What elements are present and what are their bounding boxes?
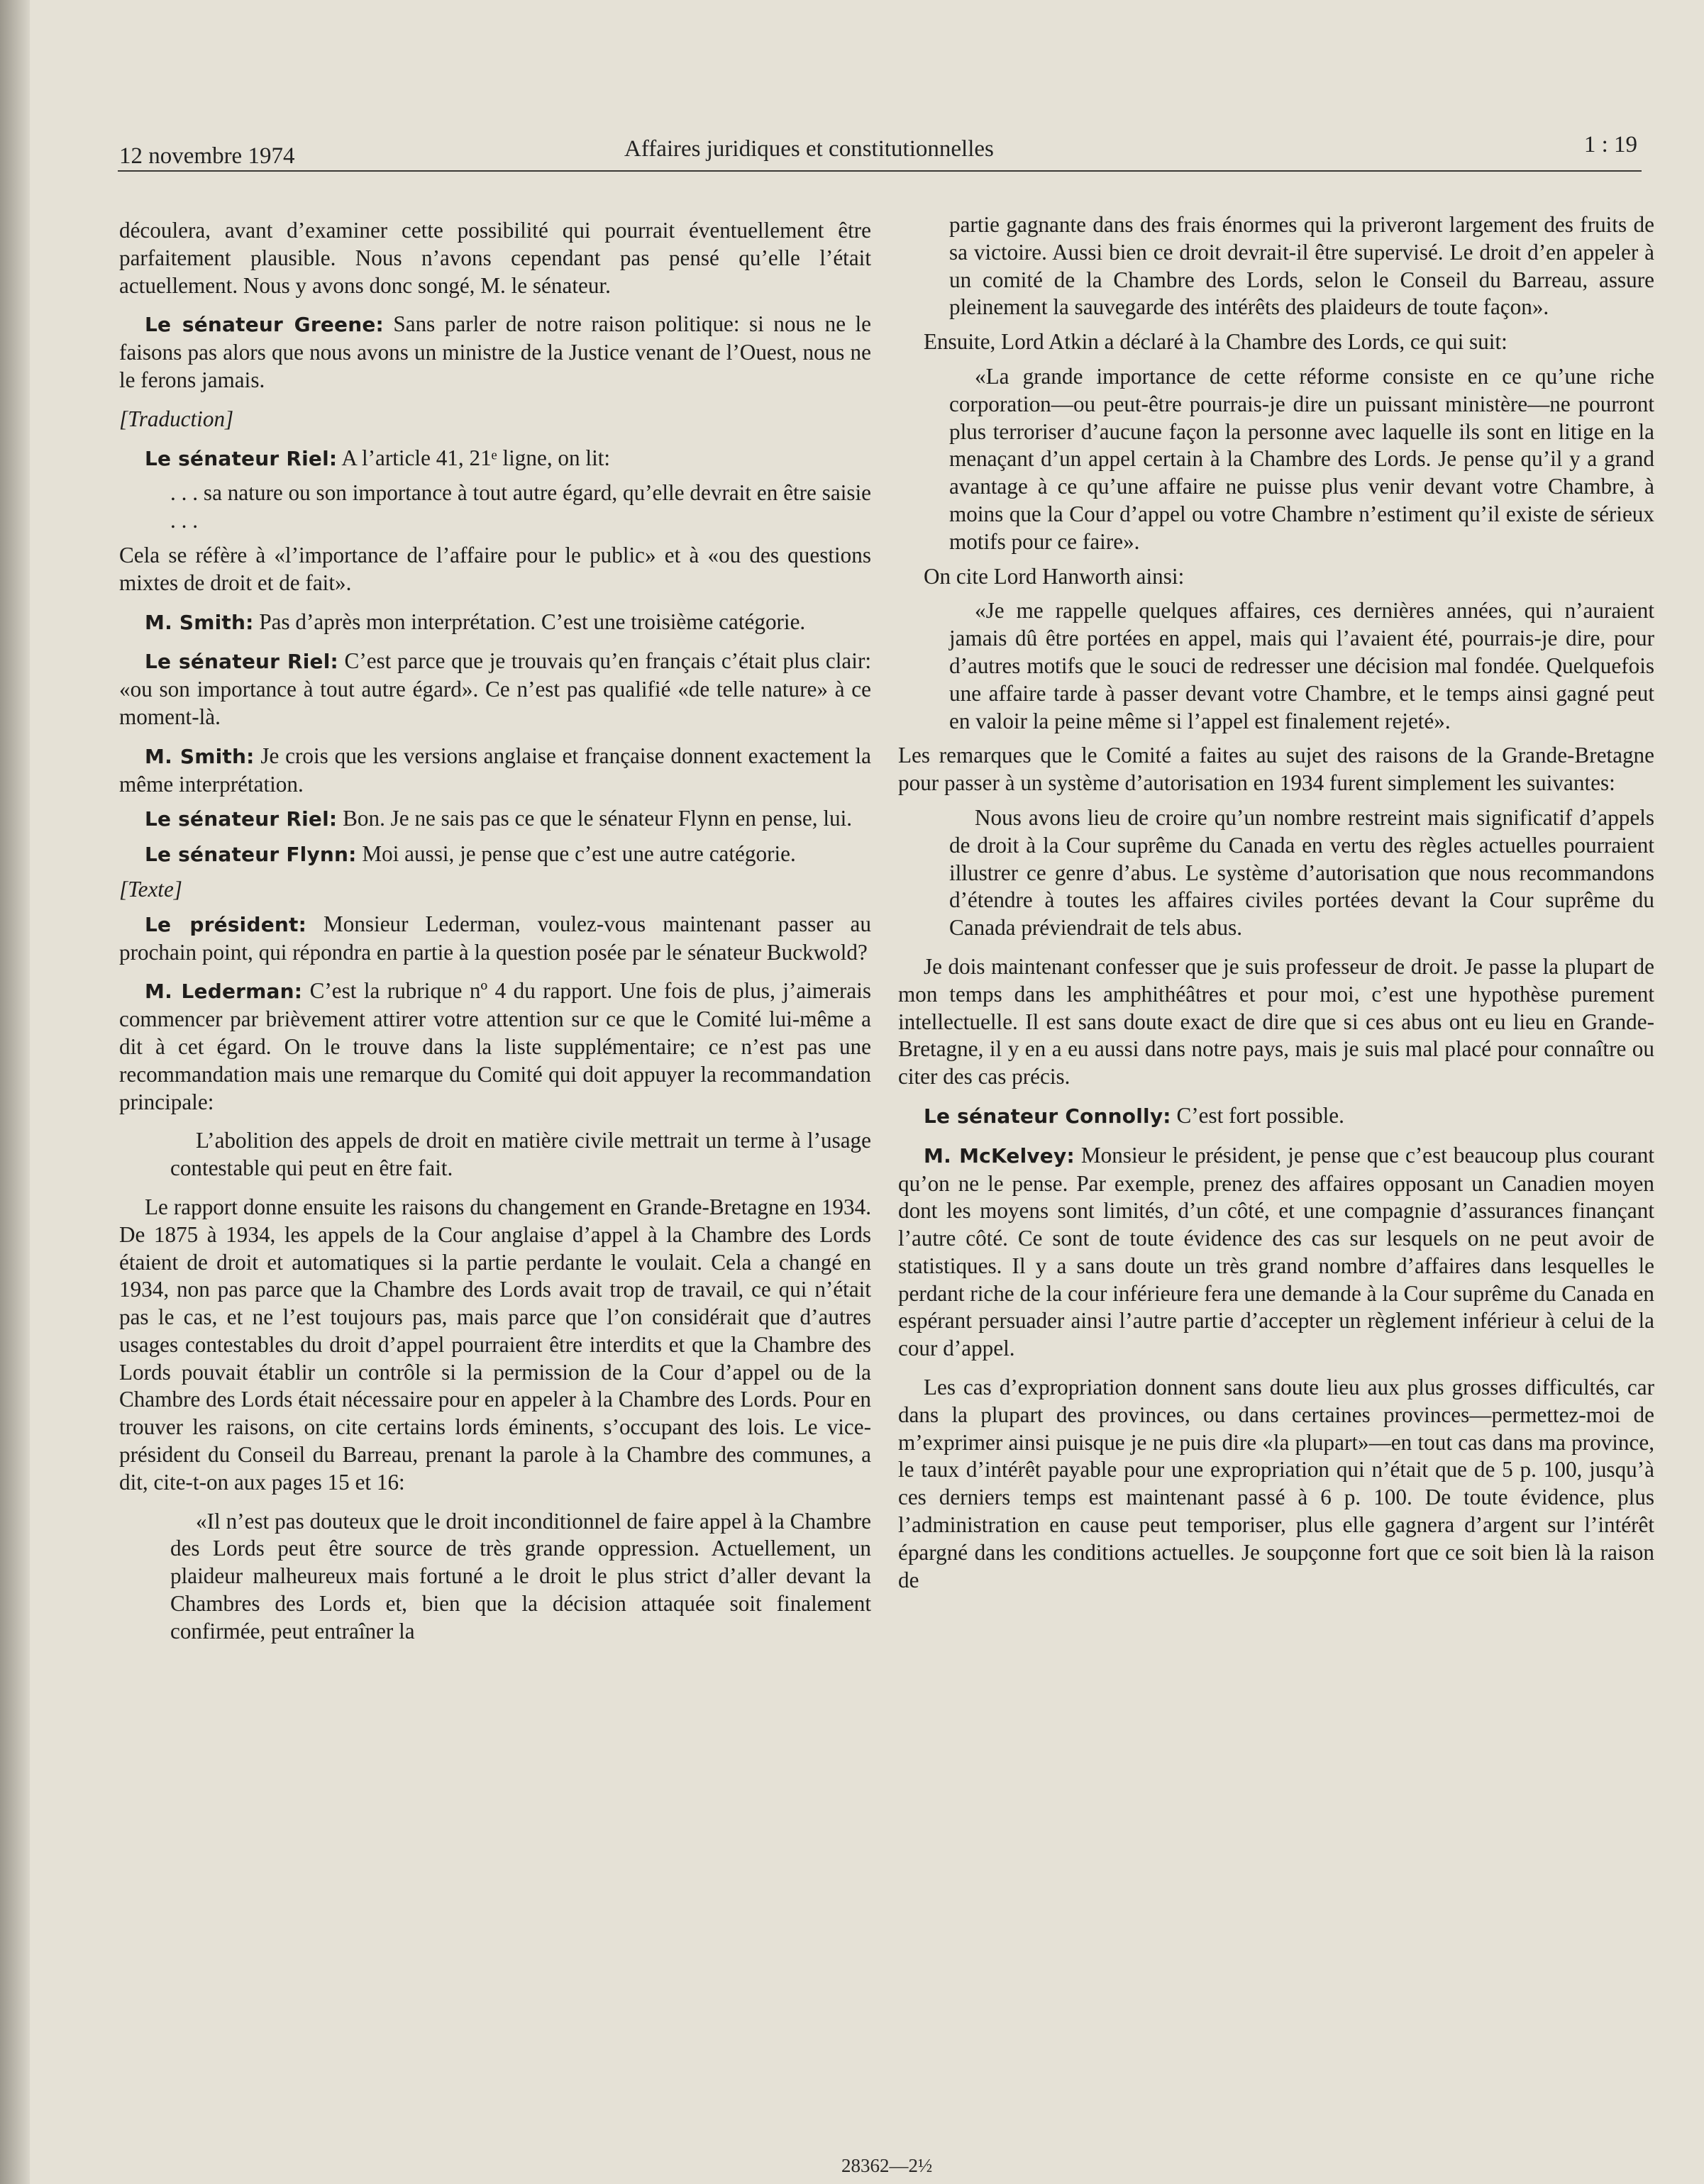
running-header [119,132,1637,172]
speaker-name: M. Smith: [145,744,255,768]
text-marker: [Texte] [119,876,182,902]
speech-text: A l’article 41, 21ᵉ ligne, on lit: [337,445,611,470]
paragraph: Le rapport donne ensuite les raisons du changement en Grande-Bretagne en 1934. De 1875 à 1934, les appels de la Cour anglaise d’appel à la Chambre des Lords étaient de droit et automatiques si la partie perdante le voulait. Cela a changé en 1934, non pas parce que la Chambre des Lords avait trop de travail, ce qui n’était pas le cas, et ne l’est toujours pas, mais parce que l’on considérait que d’autres usages contestables du droit d’appel pourraient être interdits et que la Chambre des Lords pouvait établir un contrôle si la permission de la Cour d’appel ou de la Chambre des Lords était nécessaire pour en appeler à la Chambre des Lords. Pour en trouver les raisons, on cite certains lords éminents, s’occupant des lois. Le vice-président du Conseil du Barreau, prenant la parole à la Chambre des communes, a dit, cite-t-on aux pages 15 et 16: [119,1194,871,1495]
speech-text: C’est la rubrique nº 4 du rapport. Une fois de plus, j’aimerais commencer par brièvement attirer votre attention sur ce que le Comité lui-même a dit à cet égard. On le trouve dans la liste supplémentaire; ce n’est pas une recommandation mais une remarque du Comité qui doit appuyer la recommandation principale: [119,978,871,1114]
paragraph [119,311,871,394]
speech-text: Je crois que les versions anglaise et française donnent exactement la même interprétation. [119,743,871,797]
paragraph [119,911,871,967]
paragraph [119,743,871,799]
paragraph [898,1142,1654,1363]
paragraph [119,609,871,637]
speaker-name: Le président: [145,912,307,936]
block-quote-continued: partie gagnante dans des frais énormes qui la priveront largement des fruits de sa victoire. Aussi bien ce droit devrait-il être supervisé. Le droit d’en appeler à un comité de la Chambre des Lords, selon le Conseil du Barreau, assure pleinement la sauvegarde des intérêts des plaideurs de toute façon». [949,212,1654,320]
paragraph: Cela se réfère à «l’importance de l’affaire pour le public» et à «ou des questions mixtes de droit et de fait». [119,542,871,595]
block-quote: «Il n’est pas douteux que le droit inconditionnel de faire appel à la Chambre des Lords peut être source de très grande oppression. Actuellement, un plaideur malheureux mais fortuné a le droit le plus strict d’aller devant la Chambres des Lords et, bien que la décision attaquée soit finalement confirmée, peut entraîner la [170,1508,871,1643]
paragraph [119,648,871,731]
paragraph [119,977,871,1116]
speaker-name: M. Lederman: [145,980,303,1004]
speech-text: C’est parce que je trouvais qu’en français c’était plus clair: «ou son importance à tout autre égard». Ce n’est pas qualifié «de telle nature» à ce moment-là. [119,648,871,729]
paragraph [119,445,871,473]
paragraph [119,841,871,869]
binding-shadow [0,0,30,2184]
paragraph: Ensuite, Lord Atkin a déclaré à la Chambre des Lords, ce qui suit: [924,329,1507,355]
speech-text: C’est fort possible. [1171,1102,1344,1128]
header-page-number: 1 : 19 [1583,132,1637,157]
translation-marker: [Traduction] [119,406,234,431]
block-quote: «Je me rappelle quelques affaires, ces dernières années, qui n’auraient jamais dû être portées en appel, mais qui l’avaient été, pourrais-je dire, pour d’autres motifs que le souci de redresser une décision mal fondée. Quelquefois une affaire tarde à passer devant votre Chambre, et le temps ainsi gagné peut en valoir la peine même si l’appel est finalement rejeté». [949,598,1654,733]
speaker-name: Le sénateur Connolly: [924,1104,1171,1128]
speech-text: Moi aussi, je pense que c’est une autre catégorie. [356,841,796,867]
paragraph: découlera, avant d’examiner cette possibilité qui pourrait éventuellement être parfaitement plausible. Nous n’avons cependant pas pensé qu’elle l’était actuellement. Nous y avons donc songé, M. le sénateur. [119,218,871,298]
block-quote: L’abolition des appels de droit en matière civile mettrait un terme à l’usage contestable qui peut en être fait. [170,1128,871,1181]
paragraph: On cite Lord Hanworth ainsi: [924,563,1185,589]
speech-text: Bon. Je ne sais pas ce que le sénateur Flynn en pense, lui. [337,806,853,831]
right-column [898,211,1654,1605]
speech-text: Monsieur le président, je pense que c’est beaucoup plus courant qu’on ne le pense. Par exemple, prenez des affaires opposant un Canadien moyen dont les moyens sont limités, d’un côté, et une compagnie d’assurances finançant l’autre côté. Ce sont de toute évidence des cas sur lesquels on ne peut avoir de statistiques. Il y a sans doute un très grand nombre d’affaires dans lesquelles le perdant riche de la cour inférieure fera une demande à la Cour suprême du Canada en espérant persuader ainsi l’autre partie d’accepter un règlement inférieur à celui de la cour d’appel. [898,1142,1654,1361]
speaker-name: Le sénateur Riel: [145,650,338,674]
speaker-name: M. McKelvey: [924,1143,1075,1168]
paragraph: Je dois maintenant confesser que je suis professeur de droit. Je passe la plupart de mon temps dans les amphithéâtres et pour moi, c’est une hypothèse purement intellectuelle. Il est sans doute exact de dire que si ces abus ont eu lieu en Grande-Bretagne, il y en a eu aussi dans notre pays, mais je suis mal placé pour connaître ou citer des cas précis. [898,953,1654,1090]
block-quote: «La grande importance de cette réforme consiste en ce qu’une riche corporation—ou peut-être pourrais-je dire un puissant ministère—ne pourront plus terroriser d’aucune façon la personne avec laquelle ils sont en litige en la menaçant d’un appel certain à la Chambre des Lords. Je pense qu’il y a grand avantage à ce qu’une affaire ne puisse plus venir devant votre Chambre, à moins que la Cour d’appel ou votre Chambre n’estiment qu’il existe de sérieux motifs pour ce faire». [949,363,1654,554]
speaker-name: Le sénateur Greene: [145,313,384,337]
paragraph: Les cas d’expropriation donnent sans doute lieu aux plus grosses difficultés, car dans la plupart des provinces, ou dans certaines provinces—permettez-moi de m’exprimer ainsi puisque je ne puis dire «la plupart»—en tout cas dans ma province, le taux d’intérêt payable pour une expropriation qui n’était que de 5 p. 100, jusqu’à ces derniers temps est maintenant passé à 6 p. 100. De toute évidence, plus l’administration en cause peut temporiser, plus elle gagnera d’argent sur l’intérêt épargné dans les conditions actuelles. Je soupçonne fort que ce soit bien là la raison de [898,1375,1654,1592]
speech-text: Pas d’après mon interprétation. C’est une troisième catégorie. [253,609,806,634]
header-rule [118,170,1642,172]
speaker-name: Le sénateur Flynn: [145,843,357,867]
speaker-name: Le sénateur Riel: [145,446,338,470]
paragraph [898,1102,1654,1131]
paragraph: Les remarques que le Comité a faites au sujet des raisons de la Grande-Bretagne pour passer à un système d’autorisation en 1934 furent simplement les suivantes: [898,743,1654,796]
header-title: Affaires juridiques et constitutionnelles [624,136,994,162]
speech-text: Sans parler de notre raison politique: si nous ne le faisons pas alors que nous avons un ministre de la Justice venant de l’Ouest, nous ne le ferons jamais. [119,311,872,392]
block-quote: Nous avons lieu de croire qu’un nombre restreint mais significatif d’appels de droit à la Cour suprême du Canada en vertu des règles actuelles pourraient illustrer ce genre d’abus. Le système d’autorisation que nous recommandons d’étendre à toutes les affaires civiles portées devant la Cour suprême du Canada préviendrait de tels abus. [949,804,1654,941]
speaker-name: Le sénateur Riel: [145,807,338,831]
left-column [119,217,871,1657]
speaker-name: M. Smith: [145,610,254,634]
paragraph [119,805,871,833]
speech-text: Monsieur Lederman, voulez-vous maintenant passer au prochain point, qui répondra en partie à la question posée par le sénateur Buckwold? [119,911,871,965]
block-quote: . . . sa nature ou son importance à tout autre égard, qu’elle devrait en être saisie . . . [170,480,871,533]
header-date: 12 novembre 1974 [119,143,295,169]
footer-reference: 28362—2½ [841,2155,933,2176]
